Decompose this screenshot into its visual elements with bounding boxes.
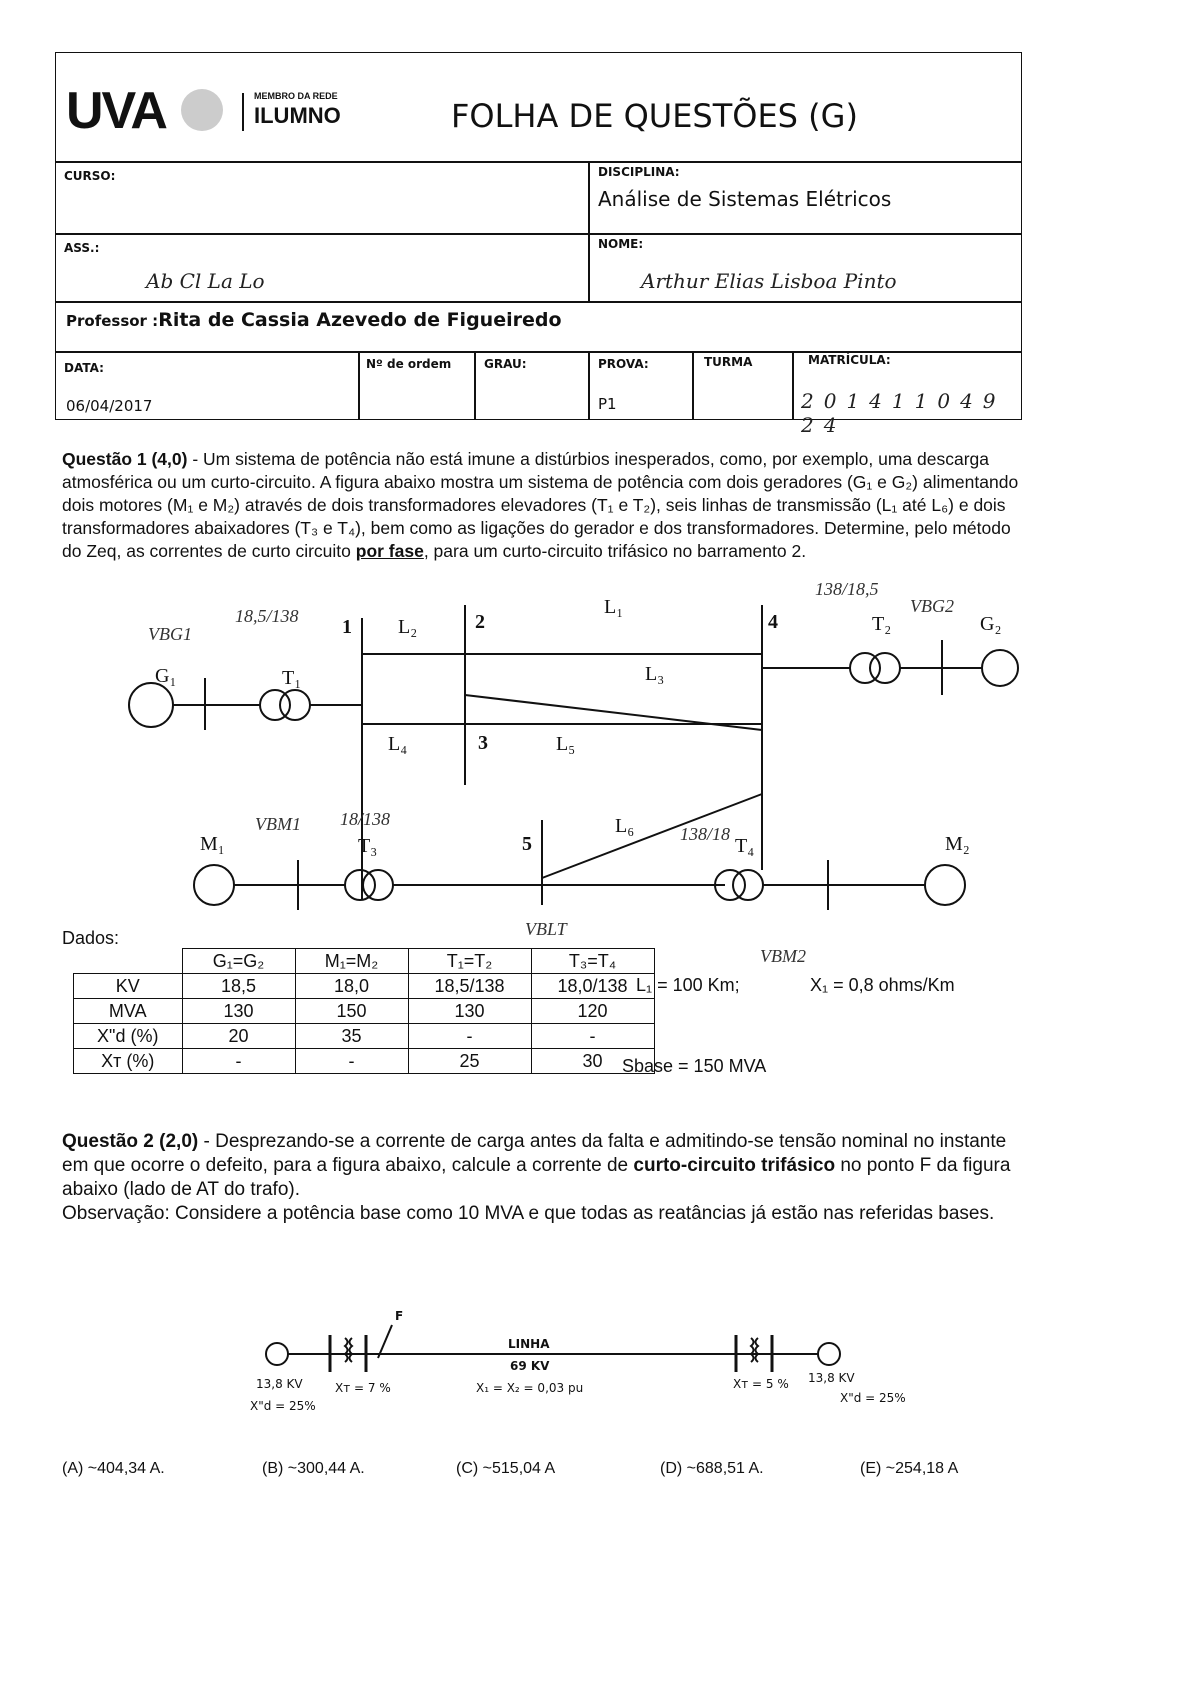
sbase-info: Sbase = 150 MVA [622, 1056, 767, 1076]
prova-label: PROVA: [598, 357, 649, 371]
xt-right: Xᴛ = 5 % [733, 1377, 789, 1391]
label-m2: M₂ [945, 833, 970, 855]
grau-label: GRAU: [484, 357, 527, 371]
svg-text:2: 2 [475, 611, 485, 633]
note: 138/18,5 [815, 579, 879, 599]
professor-value: Rita de Cassia Azevedo de Figueiredo [158, 309, 562, 331]
note: VBG2 [910, 596, 954, 616]
network-small: MEMBRO DA REDE [254, 91, 338, 101]
network-logo: ILUMNO [254, 103, 341, 128]
reactance-info: X₁ = 0,8 ohms/Km [810, 975, 955, 995]
table-row: KV 18,5 18,0 18,5/138 18,0/138 [74, 974, 655, 999]
dados-label: Dados: [62, 928, 120, 948]
label-g1: G₁ [155, 665, 177, 687]
svg-text:3: 3 [478, 732, 488, 754]
xd-right: X"d = 25% [840, 1391, 906, 1405]
data-label: DATA: [64, 361, 104, 375]
label-m1: M₁ [200, 833, 225, 855]
table-row: MVA 130 150 130 120 [74, 999, 655, 1024]
note: VBM1 [255, 814, 301, 834]
note: VBG1 [148, 624, 192, 644]
kv69-label: 69 KV [510, 1359, 550, 1373]
table-row: X"d (%) 20 35 - - [74, 1024, 655, 1049]
kv-left: 13,8 KV [256, 1377, 303, 1391]
xt-left: Xᴛ = 7 % [335, 1381, 391, 1395]
ordem-label: Nº de ordem [366, 357, 452, 371]
label-t3: T₃ [358, 835, 378, 857]
note: VBLT [525, 919, 567, 939]
xd-left: X"d = 25% [250, 1399, 316, 1413]
label-l5: L₅ [556, 733, 576, 755]
data-value: 06/04/2017 [66, 397, 153, 415]
signature: Ab Cl La Lo [146, 269, 265, 293]
uva-logo: UVA [66, 82, 166, 140]
disciplina-label: DISCIPLINA: [598, 165, 680, 179]
label-g2: G₂ [980, 613, 1002, 635]
disciplina-value: Análise de Sistemas Elétricos [598, 187, 892, 211]
page-title: FOLHA DE QUESTÕES (G) [451, 97, 858, 135]
note: 138/18 [680, 824, 731, 844]
turma-label: TURMA [704, 355, 753, 369]
line-info: L₁ = 100 Km; [636, 975, 740, 995]
matricula-value: 201411049 24 [801, 389, 1006, 437]
note: 18/138 [340, 809, 391, 829]
kv-right: 13,8 KV [808, 1371, 855, 1385]
label-t4: T₄ [735, 835, 755, 857]
data-table: G₁=G₂ M₁=M₂ T₁=T₂ T₃=T₄ KV 18,5 18,0 18,5/138 18,0/138 MVA 130 150 130 120 X"d (%) 20 35 - - Xᴛ (%) - - 25 30 [73, 948, 655, 1074]
label-l1: L₁ [604, 596, 624, 618]
label-l4: L₄ [388, 733, 408, 755]
linha-label: LINHA [508, 1337, 550, 1351]
ass-label: ASS.: [64, 241, 100, 255]
nome-value: Arthur Elias Lisboa Pinto [641, 269, 897, 293]
matricula-label: MATRÍCULA: [808, 353, 891, 367]
note: VBM2 [760, 946, 806, 966]
professor-label: Professor : [66, 312, 159, 330]
curso-label: CURSO: [64, 169, 116, 183]
label-l3: L₃ [645, 663, 665, 685]
prova-value: P1 [598, 395, 617, 413]
label-t1: T₁ [282, 667, 302, 689]
question-2-text: Questão 2 (2,0) - Desprezando-se a corrente de carga antes da falta e admitindo-se tensão nominal no instante em que ocorre o defeito, para a figura abaixo, calcule a corrente de curto-circuito trifásico no ponto F da figura abaixo (lado de AT do trafo). Observação: Considere a potência base como 10 MVA e que todas as reatâncias já estão nas referidas bases. [62, 1131, 1011, 1224]
label-l2: L₂ [398, 616, 418, 638]
answer-a[interactable]: (A) ~404,34 A. [62, 1460, 165, 1477]
line-reactance: X₁ = X₂ = 0,03 pu [476, 1381, 584, 1395]
note: 18,5/138 [235, 606, 299, 626]
answer-b[interactable]: (B) ~300,44 A. [262, 1460, 365, 1477]
answer-e[interactable]: (E) ~254,18 A [860, 1460, 959, 1477]
fault-label: F [395, 1309, 404, 1323]
svg-text:4: 4 [768, 611, 778, 633]
answer-c-marked[interactable]: (C) ~515,04 A [456, 1460, 556, 1477]
label-t2: T₂ [872, 613, 892, 635]
question-1-text: Questão 1 (4,0) - Um sistema de potência não está imune a distúrbios inesperados, como, por exemplo, uma descarga atmosférica ou um curto-circuito. A figura abaixo mostra um sistema de potência com dois geradores (G₁ e G₂) alimentando dois motores (M₁ e M₂) através de dois transformadores elevadores (T₁ e T₂), seis linhas de transmissão (L₁ até L₆) e dois transformadores abaixadores (T₃ e T₄), bem como as ligações do gerador e dos transformadores. Determine, pelo método do Zeq, as correntes de curto circuito por fase, para um curto-circuito trifásico no barramento 2. [62, 449, 1019, 561]
label-l6: L₆ [615, 815, 635, 837]
nome-label: NOME: [598, 237, 644, 251]
svg-text:1: 1 [342, 616, 352, 638]
table-row: Xᴛ (%) - - 25 30 [74, 1049, 655, 1074]
svg-text:5: 5 [522, 833, 532, 855]
answer-d[interactable]: (D) ~688,51 A. [660, 1460, 764, 1477]
